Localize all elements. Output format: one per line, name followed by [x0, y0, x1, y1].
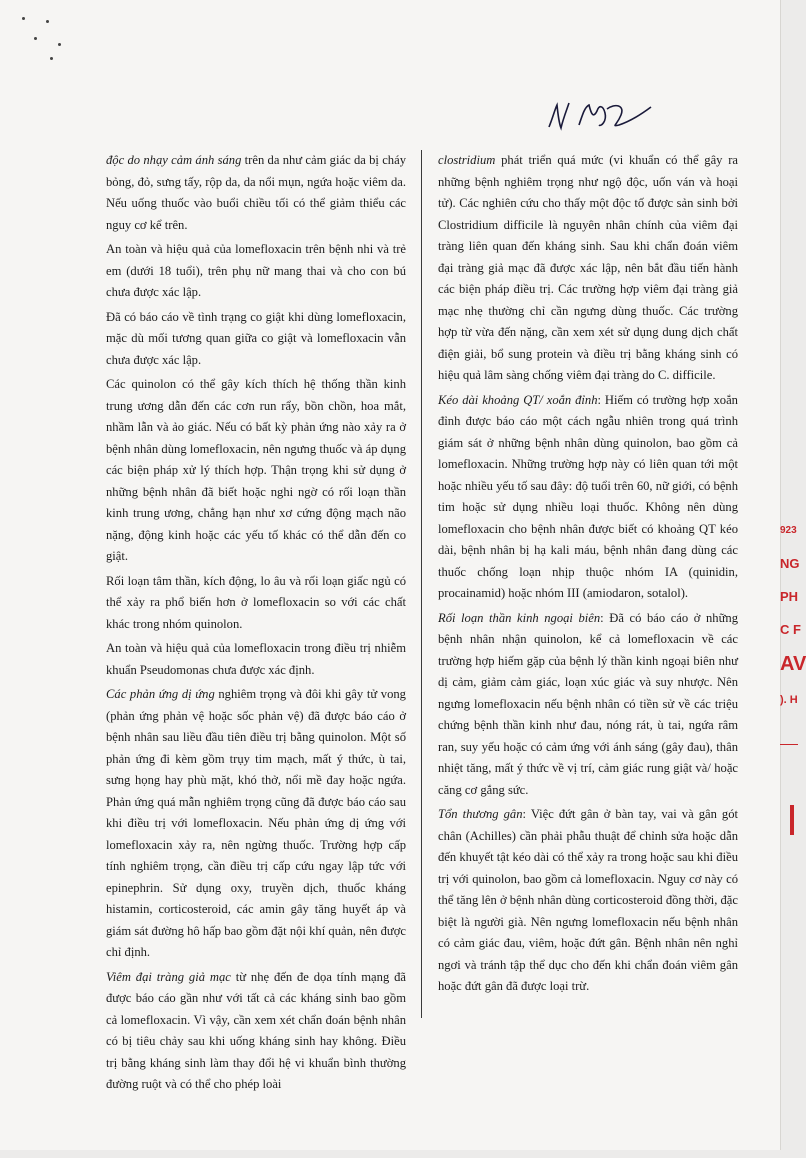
paragraph-text: : Hiếm có trường hợp xoắn đỉnh được báo cáo một cách ngẫu nhiên trong quá trình giám sát ở những bệnh nhân dùng quinolon, bao gồm cả lomefloxacin. Những trường hợp này có liên quan tới một hoặc nhiều yếu tố sau đây: độ tuổi trên 60, nữ giới, có bệnh tim hoặc sử dụng nhiều loại thuốc. Không nên dùng lomefloxacin cho bệnh nhân được biết có khoảng QT kéo dài, bệnh nhân bị hạ kali máu, bệnh nhân đang dùng các thuốc chống loạn nhịp thuộc nhóm IA (quinidin, procainamid) hoặc nhóm III (amiodaron, sotalol). [438, 392, 738, 600]
red-stamp-edge [780, 525, 806, 855]
paragraph-text: : Đã có báo cáo ở những bệnh nhân nhận quinolon, kể cả lomefloxacin về các trường hợp hiếm gặp của bệnh lý thần kinh ngoại biên như dị cảm, giảm cảm giác, loạn xúc giác và suy nhược. Nên ngưng lomefloxacin nếu bệnh nhân có tiền sử về các triệu chứng bệnh thần kinh như đau, nóng rát, ù tai, ngứa râm ran, suy yếu hoặc có cảm ứng với ánh sáng (gây đau), thân nhiệt tăng, mất ý thức về vị trí, cảm giác rung giật và/ hoặc căng cơ gắng sức. [438, 610, 738, 797]
paragraph [438, 150, 738, 387]
italic-term: Các phản ứng dị ứng [106, 687, 215, 701]
italic-term: Viêm đại tràng giả mạc [106, 969, 231, 984]
paragraph-text: từ nhẹ đến đe dọa tính mạng đã được báo cáo gần như với tất cả các kháng sinh bao gồm cả lomefloxacin. Vì vậy, cần xem xét chẩn đoán bệnh nhân có bị tiêu chảy sau khi uống kháng sinh hay không. Điều trị bằng kháng sinh làm thay đổi hệ vi khuẩn bình thường đường ruột và có thể cho phép loài [106, 969, 406, 1091]
paragraph-text: : Việc đứt gân ở bàn tay, vai và gân gót chân (Achilles) cần phải phẫu thuật để chỉnh sửa hoặc dẫn đến khuyết tật kéo dài có thể xảy ra trong hoặc sau khi điều trị với quinolon, bao gồm cả lomefloxacin. Nguy cơ này có thể tăng lên ở bệnh nhân dùng corticosteroid đồng thời, đặc biệt là người già. Nên ngưng lomefloxacin nếu bệnh nhân có cảm giác đau, viêm, hoặc đứt gân. Bệnh nhân nên nghỉ ngơi và tránh tập thể dục cho đến khi chẩn đoán viêm gân hoặc đứt gân đã được loại trừ. [438, 807, 739, 993]
left-text-column [106, 150, 406, 1099]
paragraph-text: An toàn và hiệu quả của lomefloxacin trong điều trị nhiễm khuẩn Pseudomonas chưa được xác định. [106, 641, 406, 677]
italic-term: clostridium [438, 153, 496, 167]
stamp-mark [790, 805, 794, 835]
paragraph [106, 307, 406, 372]
paragraph [106, 150, 406, 236]
stamp-text: 923 [780, 525, 797, 536]
paragraph-text: nghiêm trọng và đôi khi gây tử vong (phản ứng phản vệ hoặc sốc phản vệ) đã được báo cáo ở bệnh nhân sau liều đầu tiên điều trị bằng quinolon. Một số phản ứng đi kèm gồm trụy tim mạch, mất ý thức, ù tai, sưng họng hay phù mặt, khó thở, nổi mề đay hoặc ngứa. Phản ứng quá mẫn nghiêm trọng cũng đã được báo cáo sau khi điều trị với lomefloxacin. Nếu phản ứng dị ứng với lomefloxacin xảy ra, nên ngừng thuốc. Trường hợp cấp tính nghiêm trọng, cần điều trị cấp cứu ngay lập tức với epinephrin. Sử dụng oxy, truyền dịch, thuốc kháng histamin, corticosteroid, các amin gây tăng huyết áp và giám sát đường hô hấp bao gồm đặt nội khí quản, nên được chỉ định. [106, 687, 406, 959]
stamp-text: PH [780, 589, 799, 604]
paragraph [438, 804, 738, 998]
stamp-text: ). H [780, 694, 798, 706]
stamp-text: C F [780, 622, 801, 637]
paragraph [106, 967, 406, 1096]
paragraph-text: trên da như cảm giác da bị cháy bỏng, đỏ, sưng tấy, rộp da, da nổi mụn, ngứa hoặc viêm da. Nếu uống thuốc vào buổi chiều tối có thể giảm thiểu các nguy cơ kể trên. [106, 153, 406, 232]
italic-term: độc do nhạy cảm ánh sáng [106, 153, 242, 167]
paragraph [106, 571, 406, 636]
stamp-text: AV [780, 653, 806, 675]
paragraph [106, 239, 406, 304]
paragraph-text: An toàn và hiệu quả của lomefloxacin trên bệnh nhi và trẻ em (dưới 18 tuổi), trên phụ nữ mang thai và cho con bú chưa được xác lập. [106, 242, 406, 299]
stamp-line [780, 744, 798, 745]
paragraph-text: Các quinolon có thể gây kích thích hệ thống thần kinh trung ương dẫn đến các cơn run rẩy, bồn chồn, hoa mắt, nhầm lẫn và ảo giác. Nếu có bất kỳ phản ứng nào xảy ra ở bệnh nhân dùng lomefloxacin, nên ngưng thuốc và áp dụng các biện pháp xử lý thích hợp. Thận trọng khi sử dụng ở những bệnh nhân đã biết hoặc nghi ngờ có rối loạn thần kinh trung ương, chẳng hạn như xơ cứng động mạch não nặng, động kinh hoặc các yếu tố khác có thể dẫn đến co giật. [106, 377, 406, 563]
stamp-text: NG [780, 556, 800, 571]
italic-term: Rối loạn thần kinh ngoại biên [438, 610, 601, 625]
paragraph-text: Đã có báo cáo về tình trạng co giật khi dùng lomefloxacin, mặc dù mối tương quan giữa co giật và lomefloxacin vẫn chưa được xác lập. [106, 309, 406, 367]
italic-term: Tổn thương gân [438, 807, 523, 821]
column-divider [421, 150, 422, 1018]
italic-term: Kéo dài khoảng QT/ xoắn đỉnh [438, 392, 598, 407]
paragraph-text: phát triển quá mức (vi khuẩn có thể gây ra những bệnh nghiêm trọng như ngộ độc, uốn ván và hoại tử). Các nghiên cứu cho thấy một độc tố được sản sinh bởi Clostridium difficile là nguyên nhân chính của viêm đại tràng liên quan đến kháng sinh. Sau khi chẩn đoán viêm đại tràng giả mạc đã được xác lập, nên bắt đầu tiến hành các biện pháp điều trị. Các trường hợp viêm đại tràng giả mạc nhẹ thường chỉ cần ngưng dùng thuốc. Các trường hợp từ vừa đến nặng, cần xem xét sử dụng dung dịch chất điện giải, bổ sung protein và điều trị bằng kháng sinh có hiệu quả lâm sàng chống viêm đại tràng do C. difficile. [438, 153, 738, 382]
scan-specks [20, 15, 80, 65]
paragraph [106, 684, 406, 964]
paragraph-text: Rối loạn tâm thần, kích động, lo âu và rối loạn giấc ngủ có thể xảy ra phổ biến hơn ở lomefloxacin so với các chất khác trong nhóm quinolon. [106, 573, 406, 631]
paragraph [438, 390, 738, 605]
handwritten-signature [545, 95, 655, 135]
right-text-column [438, 150, 738, 1001]
paragraph [106, 374, 406, 568]
paragraph [438, 608, 738, 802]
paragraph [106, 638, 406, 681]
